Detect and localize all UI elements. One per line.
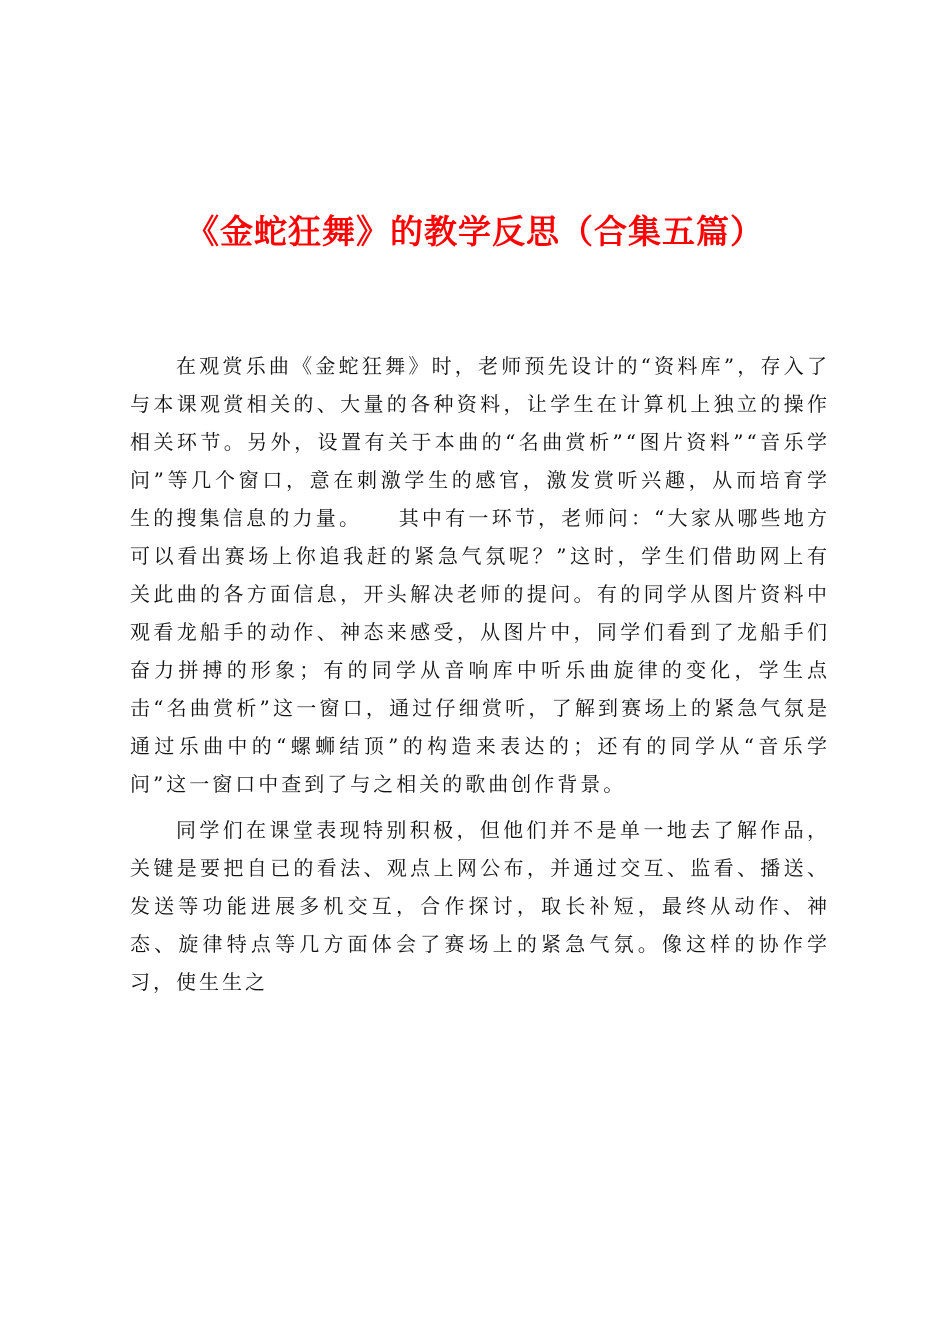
document-body (130, 347, 830, 1001)
document-title: 《金蛇狂舞》的教学反思（合集五篇） (186, 212, 764, 251)
paragraph-2: 同学们在课堂表现特别积极，但他们并不是单一地去了解作品，关键是要把自已的看法、观点上网公布，并通过交互、监看、播送、发送等功能进展多机交互，合作探讨，取长补短，最终从动作、神态、旋律特点等几方面体会了赛场上的紧急气氛。像这样的协作学习，使生生之 (130, 818, 830, 994)
paragraph-1: 在观赏乐曲《金蛇狂舞》时，老师预先设计的“资料库”，存入了与本课观赏相关的、大量的各种资料，让学生在计算机上独立的操作相关环节。另外，设置有关于本曲的“名曲赏析”“图片资料”“音乐学问”等几个窗口，意在刺激学生的感官，激发赏听兴趣，从而培育学生的搜集信息的力量。 其中有一环节，老师问：“大家从哪些地方可以看出赛场上你追我赶的紧急气氛呢？”这时，学生们借助网上有关此曲的各方面信息，开头解决老师的提问。有的同学从图片资料中观看龙船手的动作、神态来感受，从图片中，同学们看到了龙船手们奋力拼搏的形象；有的同学从音响库中听乐曲旋律的变化，学生点击“名曲赏析”这一窗口，通过仔细赏听，了解到赛场上的紧急气氛是通过乐曲中的“螺蛳结顶”的构造来表达的；还有的同学从“音乐学问”这一窗口中查到了与之相关的歌曲创作背景。 (130, 354, 830, 796)
